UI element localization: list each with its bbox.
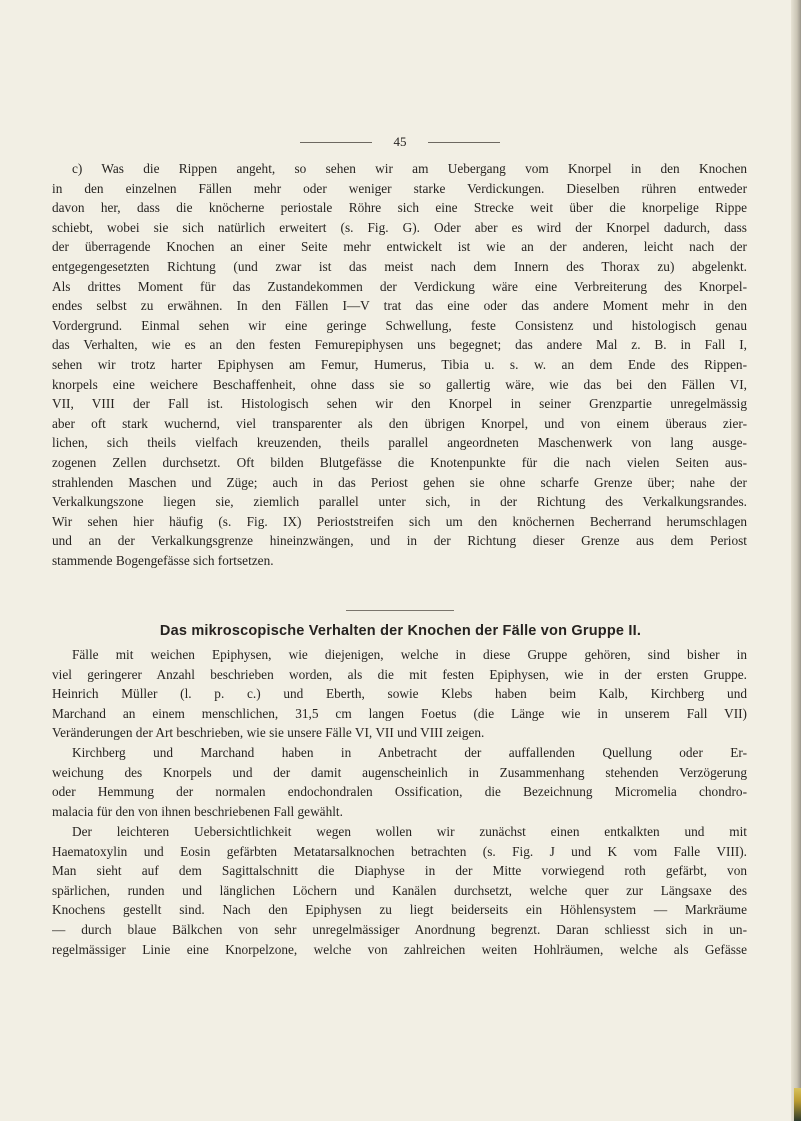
text-line: Als drittes Moment für das Zustandekommen der Verdickung wäre eine Verbreiterung des Knorpel- xyxy=(52,278,747,294)
section-heading: Das mikroscopische Verhalten der Knochen der Fälle von Gruppe II. xyxy=(159,623,642,639)
text-line: viel geringerer Anzahl beschrieben worden, als die mit festen Epiphysen, wie in der ersten Gruppe. xyxy=(52,666,747,682)
text-line: zogenen Zellen durchsetzt. Oft bilden Blutgefässe die Knotenpunkte für die nach vielen Seiten aus- xyxy=(52,454,747,470)
text-line: lichen, sich theils vielfach kreuzenden, theils parallel angeordneten Maschenwerk von lang ausge- xyxy=(52,435,747,451)
text-line: Marchand an einem menschlichen, 31,5 cm langen Foetus (die Länge wie in unserem Fall VII) xyxy=(52,705,747,721)
text-line: — durch blaue Bälkchen von sehr unregelmässiger Anordnung begrenzt. Daran schliesst sich in un- xyxy=(52,921,747,937)
text-line: Wir sehen hier häufig (s. Fig. IX) Perioststreifen sich um den knöchernen Becherrand herumschlagen xyxy=(52,513,747,529)
text-line: malacia für den von ihnen beschriebenen Fall gewählt. xyxy=(52,803,343,819)
text-line: Heinrich Müller (l. p. c.) und Eberth, sowie Klebs haben beim Kalb, Kirchberg und xyxy=(52,686,747,702)
text-line: oder Hemmung der normalen endochondralen Ossification, die Bezeichnung Micromelia chondro- xyxy=(52,784,747,800)
text-line: aber oft stark wuchernd, viel transparenter als den übrigen Knorpel, und von einem überaus zier- xyxy=(52,415,747,431)
text-line: strahlenden Maschen und Züge; auch in das Periost gehen sie ohne scharfe Grenze über; nahe der xyxy=(52,474,747,490)
text-line: VII, VIII der Fall ist. Histologisch sehen wir den Knorpel in seiner Grenzpartie unregelmässig xyxy=(52,396,747,412)
text-line: Veränderungen der Art beschrieben, wie sie unsere Fälle VI, VII und VIII zeigen. xyxy=(52,725,485,741)
color-calibration-strip xyxy=(794,1088,801,1121)
header-rule-right xyxy=(428,142,500,143)
text-line: entgegengesetzten Richtung (und zwar ist das meist nach dem Innern des Thorax zu) abgelenkt. xyxy=(52,258,747,274)
text-line: Kirchberg und Marchand haben in Anbetracht der auffallenden Quellung oder Er- xyxy=(72,745,747,760)
header-rule-left xyxy=(300,142,372,143)
paragraph-ribs xyxy=(52,159,747,570)
page-number: 45 xyxy=(393,134,407,149)
text-line: Fälle mit weichen Epiphysen, wie diejenigen, welche in diese Gruppe gehören, sind bisher in xyxy=(72,647,747,662)
text-line: in den einzelnen Fällen mehr oder weniger starke Verdickungen. Dieselben rühren entweder xyxy=(52,180,747,196)
text-line: Verkalkungszone liegen sie, ziemlich parallel unter sich, in der Richtung des Verkalkungsrandes. xyxy=(52,494,747,510)
text-line: schiebt, wobei sie sich natürlich erweitert (s. Fig. G). Oder aber es wird der Knorpel dadurch, dass xyxy=(52,219,747,235)
page-edge-shadow xyxy=(791,0,801,1121)
text-line: c) Was die Rippen angeht, so sehen wir am Uebergang vom Knorpel in den Knochen xyxy=(72,161,747,176)
text-line: davon her, dass die knöcherne periostale Röhre sich eine Strecke weit über die knorpelige Rippe xyxy=(52,200,747,216)
text-line: endes selbst zu erwähnen. In den Fällen I—V trat das eine oder das andere Moment mehr in den xyxy=(52,298,747,314)
text-line: Man sieht auf dem Sagittalschnitt die Diaphyse in der Mitte vorwiegend roth gefärbt, von xyxy=(52,863,747,879)
paragraph-soft-epiphyses xyxy=(52,645,747,743)
text-line: Der leichteren Uebersichtlichkeit wegen wollen wir zunächst einen entkalkten und mit xyxy=(72,824,747,839)
text-line: regelmässiger Linie eine Knorpelzone, welche von zahlreichen weiten Hohlräumen, welche als Gefässe xyxy=(52,941,747,957)
text-line: stammende Bogengefässe sich fortsetzen. xyxy=(52,552,274,568)
section-separator-rule xyxy=(346,610,454,611)
text-line: sehen wir trotz harter Epiphysen am Femur, Humerus, Tibia u. s. w. an dem Ende des Rippen- xyxy=(52,356,747,372)
text-line: und an der Verkalkungsgrenze hineinzwängen, und in der Richtung dieser Grenze aus dem Periost xyxy=(52,533,747,549)
paragraph-metatarsal xyxy=(52,822,747,959)
text-line: spärlichen, runden und länglichen Löchern und Kanälen durchsetzt, welche quer zur Längsaxe des xyxy=(52,882,747,898)
text-line: Vordergrund. Einmal sehen wir eine geringe Schwellung, feste Consistenz und histologisch genau xyxy=(52,317,747,333)
page-header xyxy=(0,132,801,152)
paragraph-micromelia xyxy=(52,743,747,821)
text-line: der überragende Knochen an einer Seite mehr entwickelt ist wie an der anderen, leicht nach der xyxy=(52,239,747,255)
text-line: weichung des Knorpels und der damit augenscheinlich in Zusammenhang stehenden Verzögerung xyxy=(52,764,747,780)
text-line: das Verhalten, wie es an den festen Femurepiphysen uns begegnet; das andere Mal z. B. in Fall I, xyxy=(52,337,747,353)
text-line: Knochens gestellt sind. Nach den Epiphysen zu liegt beiderseits ein Höhlensystem — Markräume xyxy=(52,902,747,918)
text-line: Haematoxylin und Eosin gefärbten Metatarsalknochen betrachten (s. Fig. J und K vom Falle VIII). xyxy=(52,843,747,859)
text-line: knorpels eine weichere Beschaffenheit, ohne dass sie so gallertig wäre, wie das bei den Fällen VI, xyxy=(52,376,747,392)
